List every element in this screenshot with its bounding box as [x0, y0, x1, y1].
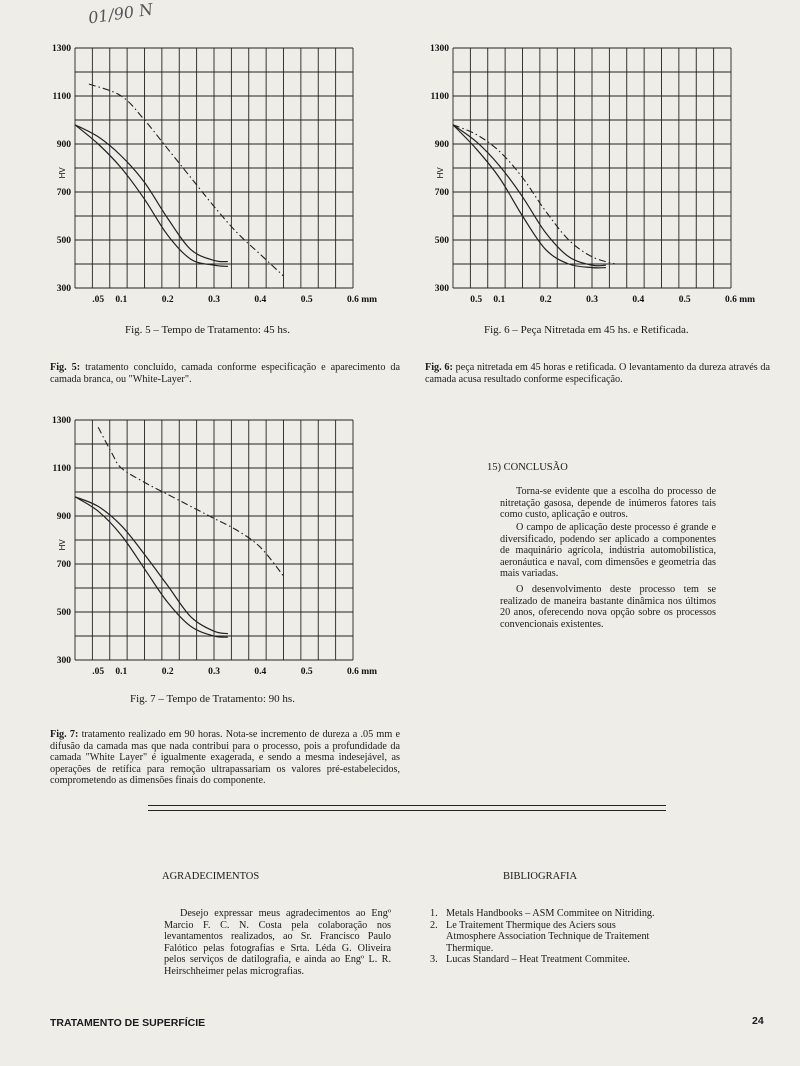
- x-tick-label: .05: [92, 295, 105, 305]
- bibliography-heading: BIBLIOGRAFIA: [503, 871, 578, 882]
- x-tick-label: 0.5: [470, 295, 483, 305]
- y-tick-label: 1100: [52, 92, 71, 102]
- handwritten-note: 01/90 N: [86, 0, 155, 28]
- x-tick-label: 0.3: [208, 295, 220, 305]
- y-tick-label: 500: [434, 236, 449, 246]
- conclusion-paragraph-2: O campo de aplicação deste processo é grande e diversificado, podendo ser aplicado a componentes de maquinário agrícola, indústria automobilística, aeronáutica e naval, com dimensões e geometria das mais variadas.: [500, 522, 716, 580]
- fig5-description-text: tratamento concluído, camada conforme especificação e aparecimento da camada branca, ou "White-Layer".: [50, 362, 401, 385]
- hardness-curve-solid: [75, 125, 228, 262]
- y-tick-label: 1300: [52, 44, 71, 54]
- fig7-description: [50, 729, 400, 787]
- x-tick-label: .05: [92, 667, 105, 677]
- bibliography-list: [430, 908, 662, 966]
- fig7-chart: [30, 412, 378, 688]
- fig5-description: [50, 362, 400, 385]
- fig6-description-label: Fig. 6:: [425, 362, 453, 373]
- bibliography-item: [430, 954, 662, 966]
- y-tick-label: 900: [56, 512, 71, 522]
- hardness-curve-solid: [453, 125, 606, 268]
- y-tick-label: 900: [434, 140, 449, 150]
- bibliography-item: [430, 908, 662, 920]
- y-tick-label: 1300: [52, 416, 71, 426]
- conclusion-paragraph-3: O desenvolvimento deste processo tem se realizado de maneira bastante dinâmica nos últimos 20 anos, oferecendo nova opção sobre os processos convencionais existentes.: [500, 584, 716, 630]
- bibliography-item-number: 1.: [430, 908, 438, 919]
- x-tick-label: 0.4: [254, 667, 267, 677]
- x-tick-label: 0.2: [161, 295, 174, 305]
- section-divider-top: [148, 805, 666, 806]
- x-tick-label: 0.2: [539, 295, 552, 305]
- bibliography-item-number: 2.: [430, 919, 438, 931]
- x-tick-label: 0.6 mm: [347, 295, 378, 305]
- x-tick-label: 0.3: [208, 667, 220, 677]
- fig7-description-text: tratamento realizado em 90 horas. Nota-se incremento de dureza a .05 mm e difusão da camada mas que nada contribui para o processo, pois a profundidade da camada "White Layer" é igualmente exagerada, e sendo a mesma indesejável, as operações de retífica para remoção ultrapassariam os valores pré-estabelecidos, comprometendo as dimensões finais do componente.: [50, 729, 401, 787]
- x-tick-label: 0.6 mm: [725, 295, 756, 305]
- fig6-caption: Fig. 6 – Peça Nitretada em 45 hs. e Retificada.: [484, 324, 689, 336]
- y-tick-label: 1300: [430, 44, 449, 54]
- section-divider-bottom: [148, 810, 666, 811]
- conclusion-heading: 15) CONCLUSÃO: [487, 462, 568, 473]
- fig5-caption: Fig. 5 – Tempo de Tratamento: 45 hs.: [125, 324, 290, 336]
- x-tick-label: 0.4: [254, 295, 267, 305]
- y-tick-label: 500: [56, 608, 71, 618]
- x-tick-label: 0.4: [632, 295, 645, 305]
- x-tick-label: 0.5: [678, 295, 691, 305]
- acknowledgements-text: Desejo expressar meus agradecimentos ao Engº Marcio F. C. N. Costa pela colaboração nos levantamentos realizados, ao Sr. Francisco Paulo Falótico pelas fotografias e Srta. Léda G. Oliveira pelos serviços de datilografia, e ainda ao Engº L. R. Heirschheimer pelas micrografias.: [164, 908, 391, 977]
- y-tick-label: 500: [56, 236, 71, 246]
- y-tick-label: 700: [434, 188, 449, 198]
- x-tick-label: 0.1: [115, 667, 128, 677]
- x-tick-label: 0.6 mm: [347, 667, 378, 677]
- fig7-description-label: Fig. 7:: [50, 729, 79, 740]
- fig6-chart: [408, 40, 756, 316]
- hardness-curve-dashdot: [98, 427, 283, 576]
- y-tick-label: 1100: [52, 464, 71, 474]
- y-axis-label: HV: [58, 167, 67, 179]
- bibliography-item-number: 3.: [430, 954, 438, 966]
- bibliography-item-text: Lucas Standard – Heat Treatment Commitee.: [446, 954, 630, 966]
- y-tick-label: 700: [56, 560, 71, 570]
- page-number: 24: [752, 1015, 764, 1027]
- x-tick-label: 0.5: [300, 667, 313, 677]
- bibliography-item-text: Le Traitement Thermique des Aciers sous Atmosphere Association Technique de Traitement Thermique.: [446, 919, 650, 954]
- hardness-curve-solid: [75, 497, 228, 637]
- fig6-description: [425, 362, 770, 385]
- x-tick-label: 0.2: [161, 667, 174, 677]
- x-tick-label: 0.1: [115, 295, 128, 305]
- conclusion-paragraph-1: Torna-se evidente que a escolha do processo de nitretação gasosa, depende de inúmeros fatores tais como custo, aplicação e outros.: [500, 486, 716, 521]
- bibliography-item: [430, 920, 662, 955]
- hardness-curve-dashdot: [89, 84, 284, 276]
- y-axis-label: HV: [436, 167, 445, 179]
- x-tick-label: 0.1: [493, 295, 506, 305]
- footer-journal-title: TRATAMENTO DE SUPERFÍCIE: [50, 1017, 206, 1029]
- hardness-curve-solid: [453, 125, 606, 266]
- fig7-caption: Fig. 7 – Tempo de Tratamento: 90 hs.: [130, 693, 295, 705]
- y-tick-label: 700: [56, 188, 71, 198]
- hardness-curve-solid: [75, 497, 228, 634]
- y-axis-label: HV: [58, 539, 67, 551]
- y-tick-label: 900: [56, 140, 71, 150]
- bibliography-item-text: Metals Handbooks – ASM Commitee on Nitriding.: [446, 908, 655, 919]
- acknowledgements-heading: AGRADECIMENTOS: [162, 871, 260, 882]
- y-tick-label: 300: [56, 656, 71, 666]
- fig5-description-label: Fig. 5:: [50, 362, 81, 373]
- x-tick-label: 0.5: [300, 295, 313, 305]
- fig6-description-text: peça nitretada em 45 horas e retificada. O levantamento da dureza através da camada acusa resultado conforme especificação.: [425, 362, 770, 385]
- fig5-chart: [30, 40, 378, 316]
- hardness-curve-dashdot: [453, 125, 615, 264]
- y-tick-label: 1100: [430, 92, 449, 102]
- y-tick-label: 300: [56, 284, 71, 294]
- x-tick-label: 0.3: [586, 295, 598, 305]
- y-tick-label: 300: [434, 284, 449, 294]
